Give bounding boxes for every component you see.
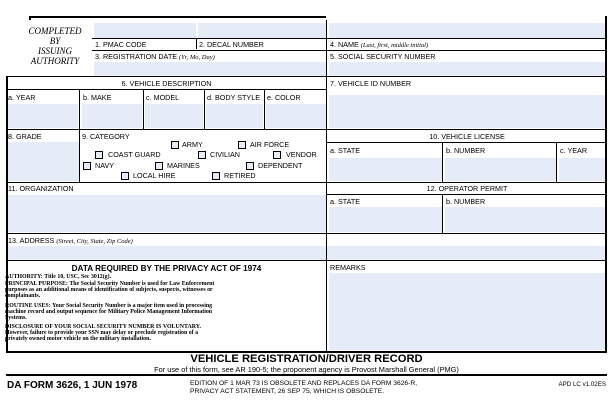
- rule: [327, 194, 607, 195]
- rule: [264, 89, 265, 129]
- rule: [92, 38, 326, 39]
- license-number-field[interactable]: [445, 158, 556, 181]
- grade-field[interactable]: [7, 142, 79, 181]
- retired-label: RETIRED: [224, 171, 256, 180]
- organization-label: 11. ORGANIZATION: [8, 184, 74, 193]
- decal-number-field[interactable]: [198, 23, 326, 38]
- address-text: 13. ADDRESS: [8, 236, 55, 245]
- license-number-label: b. NUMBER: [446, 146, 486, 155]
- air-force-label: AIR FORCE: [250, 140, 290, 149]
- registration-date-field[interactable]: [94, 62, 326, 76]
- name-text: 4. NAME: [330, 40, 359, 49]
- form-version: APD LC v1.02ES: [558, 381, 606, 388]
- marines-label: MARINES: [167, 161, 200, 170]
- color-label: e. COLOR: [267, 93, 301, 102]
- year-field[interactable]: [7, 104, 78, 128]
- model-label: c. MODEL: [146, 93, 180, 102]
- form-title: VEHICLE REGISTRATION/DRIVER RECORD: [190, 353, 423, 365]
- marines-checkbox[interactable]: [155, 162, 163, 170]
- form-top-border: [29, 16, 326, 18]
- rule: [6, 233, 607, 234]
- rule: [326, 50, 607, 51]
- pmac-code-field[interactable]: [94, 23, 196, 38]
- air-force-checkbox[interactable]: [238, 141, 246, 149]
- rule: [79, 130, 80, 182]
- divider: [326, 20, 327, 76]
- name-label: [330, 41, 428, 50]
- purpose-label: PRINCIPAL PURPOSE:: [5, 281, 68, 287]
- color-field[interactable]: [266, 104, 326, 128]
- routine-text-2: machine record and output sequence for Military Police Management Information: [5, 309, 213, 315]
- vehicle-description-label: 6. VEHICLE DESCRIPTION: [121, 79, 212, 88]
- rule: [6, 374, 607, 376]
- rule: [6, 182, 607, 183]
- rule: [79, 89, 80, 129]
- edition-note-line-1: EDITION OF 1 MAR 73 IS OBSOLETE AND REPLACES DA FORM 3626-R,: [190, 380, 418, 387]
- rule: [6, 129, 607, 130]
- pmac-code-label: 1. PMAC CODE: [95, 40, 147, 49]
- routine-text-3: Systems.: [5, 315, 27, 321]
- permit-number-label: b. NUMBER: [446, 197, 486, 206]
- decal-number-label: 2. DECAL NUMBER: [199, 40, 264, 49]
- privacy-act-title: DATA REQUIRED BY THE PRIVACY ACT OF 1974: [71, 264, 262, 273]
- registration-date-text: 3. REGISTRATION DATE: [95, 52, 177, 61]
- rule: [442, 194, 443, 233]
- retired-checkbox[interactable]: [212, 172, 220, 180]
- vendor-checkbox[interactable]: [273, 151, 281, 159]
- routine-label: ROUTINE USES:: [5, 303, 51, 309]
- authority-text: Title 10, USC, Sec 3012(g).: [44, 274, 112, 280]
- completed-by-authority-label: COMPLETED BY ISSUING AUTHORITY: [28, 26, 82, 66]
- civilian-checkbox[interactable]: [198, 151, 206, 159]
- form-use-note: For use of this form, see AR 190-5; the proponent agency is Provost Marshall General (PMG): [154, 365, 459, 374]
- vehicle-license-label: 10. VEHICLE LICENSE: [429, 132, 505, 141]
- rule: [327, 142, 607, 143]
- rule: [204, 89, 205, 129]
- rule: [92, 50, 326, 51]
- dependent-label: DEPENDENT: [258, 161, 303, 170]
- category-label: 9. CATEGORY: [82, 132, 130, 141]
- purpose-text-1: The Social Security Number is used for Law Enforcement: [69, 281, 215, 287]
- form-top-border-right: [320, 16, 326, 18]
- purpose-text-2: purposes as an additional means of identification of subjects, suspects, witnesses or: [5, 287, 213, 293]
- rule: [326, 38, 607, 39]
- form-left-border: [29, 16, 31, 20]
- civilian-label: CIVILIAN: [210, 150, 240, 159]
- form-id: DA FORM 3626, 1 JUN 1978: [7, 380, 138, 391]
- body-style-field[interactable]: [206, 104, 263, 128]
- army-checkbox[interactable]: [171, 141, 179, 149]
- license-year-label: c. YEAR: [560, 146, 588, 155]
- body-style-label: d. BODY STYLE: [207, 93, 260, 102]
- vendor-label: VENDOR: [286, 150, 317, 159]
- authority-label: AUTHORITY:: [5, 274, 43, 280]
- remarks-label: REMARKS: [330, 263, 366, 272]
- license-state-label: a. STATE: [330, 146, 361, 155]
- privacy-authority: [5, 274, 319, 280]
- edition-note: [190, 380, 417, 396]
- name-hint: (Last, first, middle initial): [360, 42, 429, 49]
- disclosure-text-1: DISCLOSURE OF YOUR SOCIAL SECURITY NUMBER IS VOLUNTARY.: [5, 324, 201, 330]
- remarks-field[interactable]: [329, 273, 607, 350]
- routine-text-1: Your Social Security Number is a major item used in processing: [52, 303, 213, 309]
- edition-note-line-2: PRIVACY ACT STATEMENT, 26 SEP 75, WHICH IS OBSOLETE.: [190, 388, 384, 395]
- license-state-field[interactable]: [329, 158, 442, 181]
- organization-field[interactable]: [7, 195, 326, 232]
- rule: [196, 38, 197, 49]
- name-field[interactable]: [329, 23, 607, 38]
- permit-number-field[interactable]: [445, 207, 607, 232]
- model-field[interactable]: [145, 104, 203, 128]
- operator-permit-label: 12. OPERATOR PERMIT: [426, 184, 508, 193]
- rule: [442, 142, 443, 182]
- registration-date-hint: (Yr, Mo, Day): [179, 54, 215, 61]
- disclosure-text-2: However, failure to provide your SSN may delay or preclude registration of a: [5, 330, 199, 336]
- ssn-label: 5. SOCIAL SECURITY NUMBER: [330, 52, 436, 61]
- license-year-field[interactable]: [559, 158, 607, 181]
- coast-guard-checkbox[interactable]: [95, 151, 103, 159]
- ssn-field[interactable]: [329, 62, 607, 76]
- vehicle-id-field[interactable]: [329, 95, 607, 128]
- rule: [6, 260, 607, 261]
- coast-guard-label: COAST GUARD: [108, 150, 161, 159]
- rule: [7, 89, 326, 90]
- address-hint: (Street, City, State, Zip Code): [56, 238, 133, 245]
- registration-date-label: [95, 53, 215, 62]
- rule: [556, 142, 557, 182]
- year-label: a. YEAR: [8, 93, 36, 102]
- dependent-checkbox[interactable]: [246, 162, 254, 170]
- navy-label: NAVY: [95, 161, 115, 170]
- rule: [326, 76, 327, 353]
- vehicle-id-label: 7. VEHICLE ID NUMBER: [330, 79, 412, 88]
- disclosure-text-3: privately owned motor vehicle on the military installation.: [5, 336, 151, 342]
- local-hire-checkbox[interactable]: [121, 172, 129, 180]
- local-hire-label: LOCAL HIRE: [133, 171, 176, 180]
- rule: [6, 76, 607, 77]
- permit-state-label: a. STATE: [330, 197, 361, 206]
- army-label: ARMY: [182, 140, 203, 149]
- grade-label: 8. GRADE: [8, 132, 42, 141]
- address-label: [8, 237, 133, 246]
- make-field[interactable]: [82, 104, 142, 128]
- purpose-text-3: complainants.: [5, 293, 41, 299]
- navy-checkbox[interactable]: [83, 162, 91, 170]
- make-label: b. MAKE: [83, 93, 112, 102]
- rule: [143, 89, 144, 129]
- address-field[interactable]: [7, 246, 607, 260]
- permit-state-field[interactable]: [329, 207, 442, 232]
